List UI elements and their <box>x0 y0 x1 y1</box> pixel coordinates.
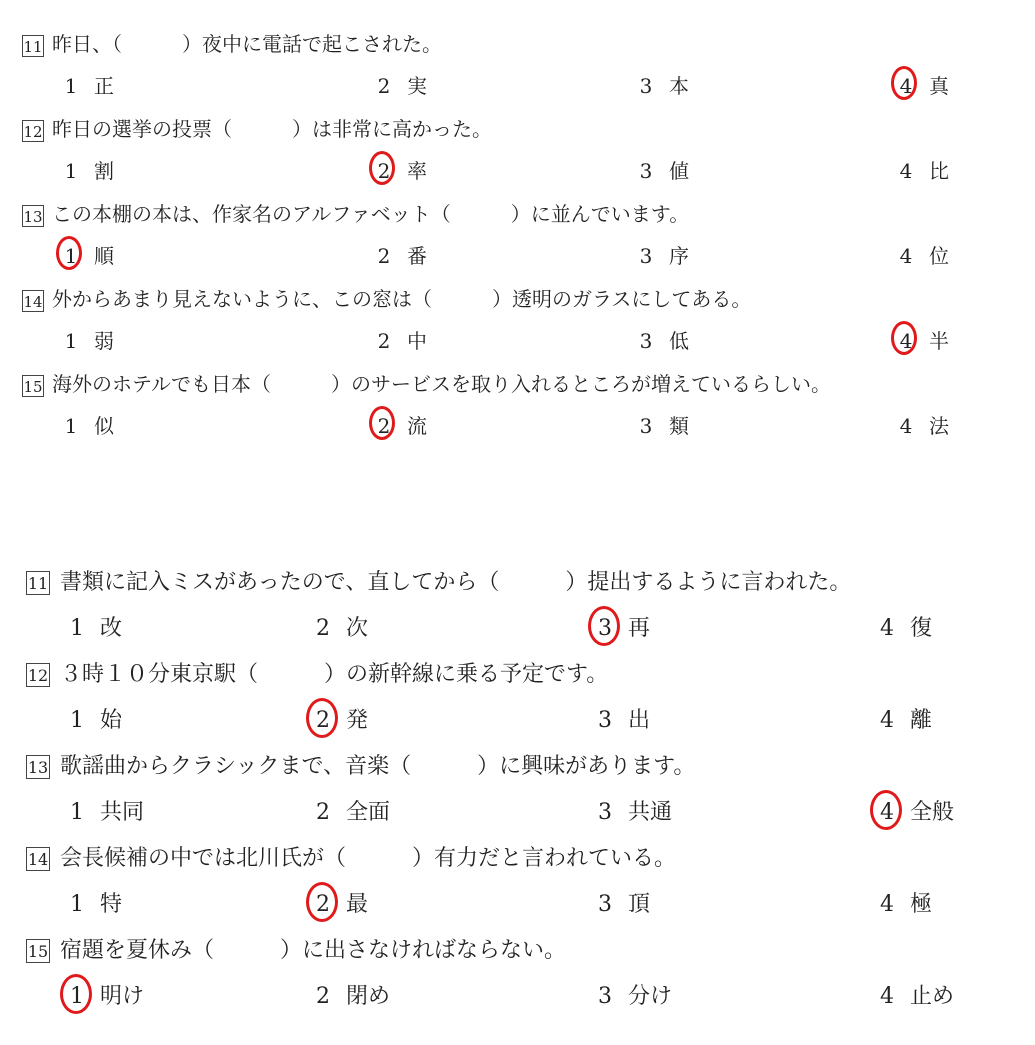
option-word: 弱 <box>94 329 114 353</box>
option-word: 値 <box>669 159 689 183</box>
option-word: 実 <box>407 74 427 98</box>
answer-option[interactable] <box>897 410 949 439</box>
option-number: 3 <box>598 984 612 1009</box>
option-number: 3 <box>639 244 653 268</box>
question-text: 昨日、（ ）夜中に電話で起こされた。 <box>52 32 442 56</box>
option-number: 3 <box>639 159 653 183</box>
option-word: 極 <box>910 892 933 917</box>
option-number: 4 <box>880 984 894 1009</box>
option-word: 序 <box>669 244 689 268</box>
option-number: 4 <box>899 159 913 183</box>
answer-option[interactable] <box>878 887 932 918</box>
option-word: 流 <box>407 414 427 438</box>
question-text: 歌謡曲からクラシックまで、音楽（ ）に興味があります。 <box>60 754 696 779</box>
option-word: 始 <box>100 708 123 733</box>
question-number: 13 <box>26 755 50 779</box>
option-number: 2 <box>375 159 393 183</box>
option-number: 3 <box>639 329 653 353</box>
option-word: 法 <box>929 414 949 438</box>
question-section2-1 <box>26 657 608 688</box>
answer-option[interactable] <box>596 979 672 1010</box>
question-text: 書類に記入ミスがあったので、直してから（ ）提出するように言われた。 <box>60 570 852 595</box>
option-number: 2 <box>377 329 391 353</box>
answer-option-selected[interactable] <box>62 240 114 269</box>
question-text: 会長候補の中では北川氏が（ ）有力だと言われている。 <box>60 846 677 871</box>
option-number: 3 <box>598 616 612 641</box>
option-word: 率 <box>407 159 427 183</box>
option-number: 1 <box>70 616 84 641</box>
answer-option[interactable] <box>62 410 114 439</box>
option-number: 4 <box>880 616 894 641</box>
option-word: 比 <box>929 159 949 183</box>
question-number: 11 <box>26 571 50 595</box>
option-number: 3 <box>598 800 612 825</box>
answer-option[interactable] <box>314 979 390 1010</box>
option-word: 真 <box>929 74 949 98</box>
answer-option[interactable] <box>637 240 689 269</box>
answer-option[interactable] <box>878 703 932 734</box>
option-number: 3 <box>598 892 612 917</box>
answer-option[interactable] <box>878 979 954 1010</box>
answer-option-selected[interactable] <box>596 611 650 642</box>
answer-option[interactable] <box>314 611 368 642</box>
answer-option[interactable] <box>62 325 114 354</box>
option-number: 4 <box>897 329 915 353</box>
answer-option[interactable] <box>375 240 427 269</box>
answer-option[interactable] <box>596 887 650 918</box>
option-number: 2 <box>377 244 391 268</box>
question-number: 14 <box>26 847 50 871</box>
question-section2-3 <box>26 841 676 872</box>
question-number: 11 <box>22 35 44 57</box>
question-section1-3 <box>22 283 751 312</box>
question-text: 外からあまり見えないように、この窓は（ ）透明のガラスにしてある。 <box>52 287 752 311</box>
option-number: 2 <box>375 414 393 438</box>
answer-option[interactable] <box>62 155 114 184</box>
option-number: 4 <box>899 244 913 268</box>
option-number: 2 <box>316 616 330 641</box>
answer-option-selected[interactable] <box>878 795 954 826</box>
option-number: 1 <box>62 244 80 268</box>
option-number: 3 <box>639 414 653 438</box>
option-number: 1 <box>64 159 78 183</box>
answer-option[interactable] <box>314 795 390 826</box>
question-text: この本棚の本は、作家名のアルファベット（ ）に並んでいます。 <box>52 202 690 226</box>
option-word: 分け <box>628 984 673 1009</box>
question-text: 海外のホテルでも日本（ ）のサービスを取り入れるところが増えているらしい。 <box>52 372 831 396</box>
question-section1-1 <box>22 113 492 142</box>
answer-option[interactable] <box>62 70 114 99</box>
option-word: 特 <box>100 892 123 917</box>
option-word: 出 <box>628 708 651 733</box>
option-word: 位 <box>929 244 949 268</box>
option-number: 4 <box>897 74 915 98</box>
option-word: 半 <box>929 329 949 353</box>
option-word: 低 <box>669 329 689 353</box>
question-section1-2 <box>22 198 689 227</box>
answer-option-selected[interactable] <box>314 887 368 918</box>
question-text: ３時１０分東京駅（ ）の新幹線に乗る予定です。 <box>60 662 609 687</box>
answer-option[interactable] <box>637 70 689 99</box>
answer-option-selected[interactable] <box>314 703 368 734</box>
option-number: 1 <box>64 414 78 438</box>
option-number: 4 <box>880 800 894 825</box>
option-number: 1 <box>70 892 84 917</box>
question-number: 12 <box>22 120 44 142</box>
option-word: 全般 <box>910 800 955 825</box>
option-word: 番 <box>407 244 427 268</box>
option-number: 2 <box>316 984 330 1009</box>
answer-option[interactable] <box>68 887 122 918</box>
option-word: 類 <box>669 414 689 438</box>
question-section2-4 <box>26 933 566 964</box>
option-number: 3 <box>639 74 653 98</box>
option-word: 順 <box>94 244 114 268</box>
option-word: 離 <box>910 708 933 733</box>
option-word: 割 <box>94 159 114 183</box>
answer-option-selected[interactable] <box>897 325 949 354</box>
question-number: 15 <box>26 939 50 963</box>
option-word: 最 <box>346 892 369 917</box>
question-section2-0 <box>26 565 851 596</box>
option-word: 似 <box>94 414 114 438</box>
option-word: 中 <box>407 329 427 353</box>
option-number: 1 <box>70 800 84 825</box>
option-word: 共通 <box>628 800 673 825</box>
option-word: 止め <box>910 984 955 1009</box>
answer-option[interactable] <box>897 240 949 269</box>
option-word: 復 <box>910 616 933 641</box>
option-number: 1 <box>70 984 84 1009</box>
answer-option[interactable] <box>68 611 122 642</box>
option-number: 2 <box>377 74 391 98</box>
answer-option-selected[interactable] <box>897 70 949 99</box>
question-text: 宿題を夏休み（ ）に出さなければならない。 <box>60 938 567 963</box>
option-number: 3 <box>598 708 612 733</box>
answer-option[interactable] <box>596 795 672 826</box>
option-word: 再 <box>628 616 651 641</box>
answer-option[interactable] <box>375 325 427 354</box>
option-number: 2 <box>316 708 330 733</box>
option-number: 4 <box>880 892 894 917</box>
answer-option[interactable] <box>68 703 122 734</box>
option-number: 1 <box>64 74 78 98</box>
question-number: 13 <box>22 205 44 227</box>
answer-option[interactable] <box>637 325 689 354</box>
option-number: 1 <box>70 708 84 733</box>
answer-option[interactable] <box>637 410 689 439</box>
answer-option-selected[interactable] <box>68 979 144 1010</box>
option-number: 2 <box>316 800 330 825</box>
option-word: 正 <box>94 74 114 98</box>
question-text: 昨日の選挙の投票（ ）は非常に高かった。 <box>52 117 492 141</box>
answer-option-selected[interactable] <box>375 410 427 439</box>
answer-option[interactable] <box>878 611 932 642</box>
answer-option[interactable] <box>637 155 689 184</box>
option-word: 次 <box>346 616 369 641</box>
answer-option[interactable] <box>596 703 650 734</box>
answer-option[interactable] <box>68 795 144 826</box>
option-number: 4 <box>899 414 913 438</box>
option-number: 1 <box>64 329 78 353</box>
question-number: 14 <box>22 290 44 312</box>
question-section2-2 <box>26 749 695 780</box>
option-number: 4 <box>880 708 894 733</box>
option-word: 改 <box>100 616 123 641</box>
option-number: 2 <box>316 892 330 917</box>
option-word: 共同 <box>100 800 145 825</box>
answer-option[interactable] <box>375 70 427 99</box>
answer-option[interactable] <box>897 155 949 184</box>
answer-option-selected[interactable] <box>375 155 427 184</box>
option-word: 全面 <box>346 800 391 825</box>
question-section1-0 <box>22 28 442 57</box>
option-word: 明け <box>100 984 145 1009</box>
option-word: 発 <box>346 708 369 733</box>
option-word: 頂 <box>628 892 651 917</box>
option-word: 本 <box>669 74 689 98</box>
option-word: 閉め <box>346 984 391 1009</box>
question-number: 12 <box>26 663 50 687</box>
question-number: 15 <box>22 375 44 397</box>
question-section1-4 <box>22 368 831 397</box>
